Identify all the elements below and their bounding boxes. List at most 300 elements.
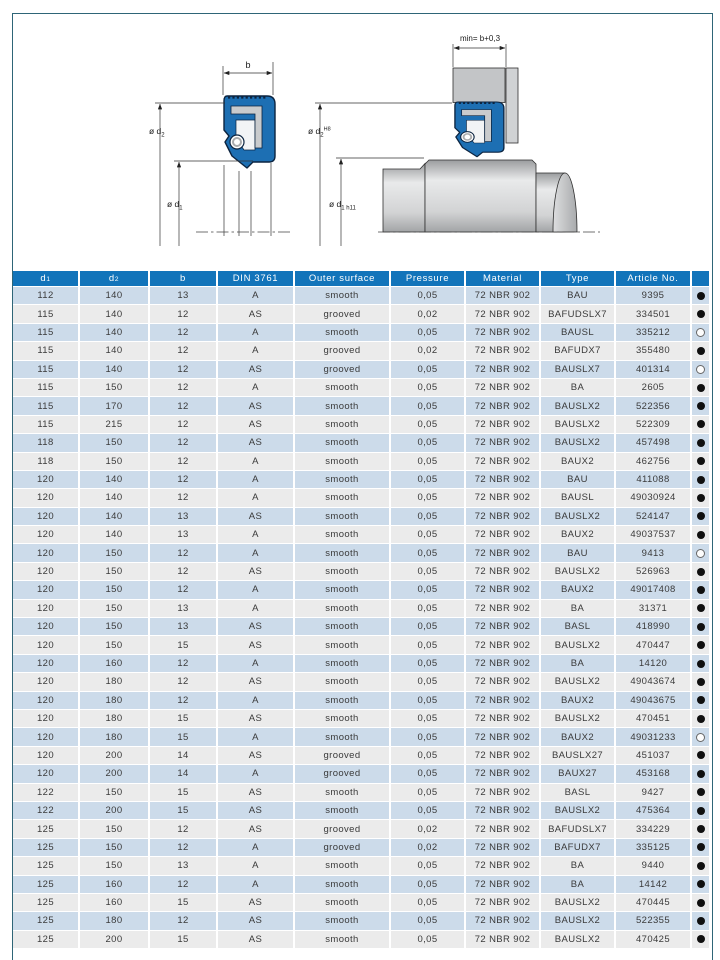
table-cell: AS (218, 710, 293, 727)
table-cell: 12 (150, 581, 216, 598)
inner-diameter-dimension-label: ø $d_1$ (167, 199, 183, 212)
table-cell: 120 (13, 563, 78, 580)
table-cell: 200 (80, 931, 148, 948)
table-cell: 0,05 (391, 802, 464, 819)
table-cell: 0,05 (391, 857, 464, 874)
column-header: Pressure (391, 271, 464, 286)
table-cell: 0,05 (391, 508, 464, 525)
table-cell: smooth (295, 581, 389, 598)
table-cell: 72 NBR 902 (466, 581, 539, 598)
table-cell: BAFUDSLX7 (541, 820, 614, 837)
table-cell: AS (218, 820, 293, 837)
table-cell: 0,05 (391, 397, 464, 414)
table-cell: 14 (150, 765, 216, 782)
table-cell: 180 (80, 728, 148, 745)
table-cell: 0,05 (391, 618, 464, 635)
table-cell: smooth (295, 397, 389, 414)
seal-cross-section (224, 96, 275, 168)
table-cell: 72 NBR 902 (466, 802, 539, 819)
stock-indicator-cell (692, 508, 709, 525)
table-cell: BAUX2 (541, 692, 614, 709)
table-cell: 120 (13, 692, 78, 709)
filled-circle-indicator (697, 641, 705, 649)
table-cell: 150 (80, 839, 148, 856)
table-cell: smooth (295, 692, 389, 709)
stock-indicator-cell (692, 379, 709, 396)
table-cell: 72 NBR 902 (466, 784, 539, 801)
shaft-main-section (425, 160, 536, 232)
outer-diameter-dimension-label: ø $d_2$ (149, 126, 165, 139)
table-cell: 120 (13, 544, 78, 561)
stock-indicator-cell (692, 710, 709, 727)
stock-indicator-cell (692, 894, 709, 911)
seal-cross-section-mounted (455, 102, 504, 157)
table-cell: smooth (295, 526, 389, 543)
table-cell: 125 (13, 820, 78, 837)
table-cell: 150 (80, 784, 148, 801)
column-header: Outer surface (295, 271, 389, 286)
table-cell: 0,05 (391, 636, 464, 653)
filled-circle-indicator (697, 623, 705, 631)
table-cell: 140 (80, 287, 148, 304)
stock-indicator-cell (692, 747, 709, 764)
table-cell: 9413 (616, 544, 690, 561)
table-cell: 115 (13, 342, 78, 359)
column-header: Material (466, 271, 539, 286)
stock-indicator-cell (692, 324, 709, 341)
table-cell: 72 NBR 902 (466, 563, 539, 580)
table-cell: A (218, 728, 293, 745)
table-cell: 457498 (616, 434, 690, 451)
table-cell: 0,05 (391, 673, 464, 690)
table-cell: 401314 (616, 361, 690, 378)
table-cell: 115 (13, 416, 78, 433)
stock-indicator-cell (692, 931, 709, 948)
table-cell: 0,02 (391, 820, 464, 837)
table-cell: grooved (295, 747, 389, 764)
filled-circle-indicator (697, 292, 705, 300)
table-cell: 72 NBR 902 (466, 728, 539, 745)
table-cell: 470447 (616, 636, 690, 653)
table-cell: 475364 (616, 802, 690, 819)
table-cell: 150 (80, 563, 148, 580)
table-cell: 118 (13, 434, 78, 451)
table-cell: 15 (150, 728, 216, 745)
table-cell: BA (541, 655, 614, 672)
table-cell: BAU (541, 287, 614, 304)
table-cell: smooth (295, 784, 389, 801)
table-cell: 335212 (616, 324, 690, 341)
table-cell: A (218, 526, 293, 543)
table-cell: 462756 (616, 453, 690, 470)
table-cell: 160 (80, 655, 148, 672)
table-cell: 0,05 (391, 876, 464, 893)
table-cell: 522309 (616, 416, 690, 433)
table-cell: smooth (295, 857, 389, 874)
table-cell: 12 (150, 563, 216, 580)
table-cell: 122 (13, 802, 78, 819)
table-cell: smooth (295, 379, 389, 396)
table-cell: BAUSLX2 (541, 636, 614, 653)
table-cell: 0,05 (391, 655, 464, 672)
table-cell: BAUX2 (541, 526, 614, 543)
table-cell: smooth (295, 416, 389, 433)
table-cell: 0,05 (391, 471, 464, 488)
table-cell: A (218, 600, 293, 617)
table-cell: 140 (80, 342, 148, 359)
table-cell: 200 (80, 765, 148, 782)
table-cell: 72 NBR 902 (466, 471, 539, 488)
table-cell: BA (541, 876, 614, 893)
table-cell: 72 NBR 902 (466, 361, 539, 378)
table-cell: 12 (150, 342, 216, 359)
table-cell: AS (218, 784, 293, 801)
table-cell: BAUSLX2 (541, 894, 614, 911)
table-cell: 470445 (616, 894, 690, 911)
table-cell: 49017408 (616, 581, 690, 598)
table-cell: AS (218, 894, 293, 911)
table-cell: 72 NBR 902 (466, 692, 539, 709)
table-cell: 12 (150, 434, 216, 451)
filled-circle-indicator (697, 586, 705, 594)
stock-indicator-cell (692, 416, 709, 433)
table-cell: 115 (13, 397, 78, 414)
stock-indicator-cell (692, 784, 709, 801)
table-cell: 72 NBR 902 (466, 526, 539, 543)
table-cell: 0,05 (391, 784, 464, 801)
table-cell: 140 (80, 489, 148, 506)
table-cell: grooved (295, 305, 389, 322)
table-cell: 31371 (616, 600, 690, 617)
stock-indicator-cell (692, 618, 709, 635)
table-cell: 15 (150, 710, 216, 727)
shaft-left-section (383, 164, 425, 233)
table-cell: 140 (80, 305, 148, 322)
table-cell: 15 (150, 636, 216, 653)
table-cell: 470451 (616, 710, 690, 727)
stock-indicator-cell (692, 342, 709, 359)
table-cell: 0,05 (391, 434, 464, 451)
table-cell: 150 (80, 636, 148, 653)
stock-indicator-cell (692, 655, 709, 672)
table-cell: AS (218, 434, 293, 451)
table-cell: AS (218, 563, 293, 580)
stock-indicator-cell (692, 287, 709, 304)
table-cell: 0,05 (391, 728, 464, 745)
table-cell: BA (541, 600, 614, 617)
table-cell: smooth (295, 912, 389, 929)
table-cell: smooth (295, 563, 389, 580)
table-cell: 72 NBR 902 (466, 544, 539, 561)
table-cell: 72 NBR 902 (466, 600, 539, 617)
table-cell: 12 (150, 324, 216, 341)
filled-circle-indicator (697, 678, 705, 686)
table-cell: 13 (150, 600, 216, 617)
table-cell: 72 NBR 902 (466, 324, 539, 341)
table-cell: BA (541, 857, 614, 874)
filled-circle-indicator (697, 476, 705, 484)
table-cell: grooved (295, 361, 389, 378)
table-cell: 0,05 (391, 931, 464, 948)
table-cell: 334501 (616, 305, 690, 322)
stock-indicator-cell (692, 673, 709, 690)
table-cell: 120 (13, 489, 78, 506)
table-cell: grooved (295, 765, 389, 782)
table-cell: 12 (150, 471, 216, 488)
table-cell: 0,05 (391, 526, 464, 543)
filled-circle-indicator (697, 751, 705, 759)
stock-indicator-cell (692, 453, 709, 470)
table-cell: smooth (295, 471, 389, 488)
filled-circle-indicator (697, 899, 705, 907)
column-header: Article No. (616, 271, 690, 286)
table-cell: 72 NBR 902 (466, 305, 539, 322)
table-cell: 125 (13, 876, 78, 893)
filled-circle-indicator (697, 402, 705, 410)
table-cell: BAUSLX2 (541, 563, 614, 580)
seal-section-diagram (149, 60, 292, 246)
table-cell: 215 (80, 416, 148, 433)
table-cell: 120 (13, 600, 78, 617)
table-cell: 72 NBR 902 (466, 931, 539, 948)
table-cell: 170 (80, 397, 148, 414)
stock-indicator-cell (692, 581, 709, 598)
stock-indicator-cell (692, 820, 709, 837)
table-cell: 0,05 (391, 563, 464, 580)
table-cell: 150 (80, 581, 148, 598)
table-cell: AS (218, 912, 293, 929)
table-cell: 125 (13, 894, 78, 911)
table-cell: A (218, 324, 293, 341)
table-cell: smooth (295, 728, 389, 745)
table-cell: 12 (150, 673, 216, 690)
table-cell: 112 (13, 287, 78, 304)
table-cell: 453168 (616, 765, 690, 782)
table-cell: A (218, 342, 293, 359)
stock-indicator-cell (692, 544, 709, 561)
stock-indicator-cell (692, 876, 709, 893)
table-cell: 115 (13, 361, 78, 378)
table-cell: 120 (13, 618, 78, 635)
table-cell: 150 (80, 820, 148, 837)
table-cell: 150 (80, 857, 148, 874)
table-cell: 72 NBR 902 (466, 618, 539, 635)
table-cell: 411088 (616, 471, 690, 488)
housing-wall (506, 68, 518, 143)
stock-indicator-cell (692, 636, 709, 653)
table-cell: 522355 (616, 912, 690, 929)
stock-indicator-cell (692, 839, 709, 856)
open-circle-indicator (696, 733, 705, 742)
table-cell: 72 NBR 902 (466, 820, 539, 837)
table-cell: 72 NBR 902 (466, 673, 539, 690)
table-cell: 12 (150, 379, 216, 396)
table-cell: 13 (150, 857, 216, 874)
table-cell: 12 (150, 361, 216, 378)
table-cell: BAUX2 (541, 728, 614, 745)
table-cell: smooth (295, 600, 389, 617)
filled-circle-indicator (697, 568, 705, 576)
table-cell: smooth (295, 489, 389, 506)
filled-circle-indicator (697, 825, 705, 833)
filled-circle-indicator (697, 770, 705, 778)
table-cell: AS (218, 618, 293, 635)
table-cell: 140 (80, 508, 148, 525)
column-header: d $_1$ (13, 271, 78, 286)
table-cell: 451037 (616, 747, 690, 764)
filled-circle-indicator (697, 384, 705, 392)
table-cell: BASL (541, 618, 614, 635)
filled-circle-indicator (697, 604, 705, 612)
table-cell: BAU (541, 544, 614, 561)
open-circle-indicator (696, 365, 705, 374)
table-cell: 120 (13, 471, 78, 488)
table-cell: 72 NBR 902 (466, 379, 539, 396)
table-cell: A (218, 453, 293, 470)
table-cell: 13 (150, 287, 216, 304)
filled-circle-indicator (697, 347, 705, 355)
table-cell: smooth (295, 802, 389, 819)
table-cell: 72 NBR 902 (466, 434, 539, 451)
column-header: d $_2$ (80, 271, 148, 286)
table-cell: 140 (80, 471, 148, 488)
table-cell: 13 (150, 526, 216, 543)
table-cell: 72 NBR 902 (466, 453, 539, 470)
table-cell: 0,05 (391, 710, 464, 727)
stock-indicator-cell (692, 563, 709, 580)
table-cell: 0,05 (391, 287, 464, 304)
table-cell: 125 (13, 931, 78, 948)
table-cell: 12 (150, 912, 216, 929)
table-cell: A (218, 544, 293, 561)
filled-circle-indicator (697, 807, 705, 815)
table-cell: BAFUDSLX7 (541, 305, 614, 322)
technical-drawings (0, 0, 720, 266)
table-cell: 118 (13, 453, 78, 470)
table-cell: 120 (13, 636, 78, 653)
table-cell: 0,02 (391, 305, 464, 322)
table-cell: smooth (295, 931, 389, 948)
table-cell: smooth (295, 710, 389, 727)
table-cell: 49031233 (616, 728, 690, 745)
table-cell: 12 (150, 655, 216, 672)
table-cell: 120 (13, 581, 78, 598)
table-cell: BA (541, 379, 614, 396)
table-cell: BAU (541, 471, 614, 488)
table-cell: 72 NBR 902 (466, 342, 539, 359)
table-cell: 72 NBR 902 (466, 636, 539, 653)
table-cell: smooth (295, 876, 389, 893)
table-cell: BAUSLX2 (541, 397, 614, 414)
table-cell: 12 (150, 839, 216, 856)
table-cell: A (218, 471, 293, 488)
stock-indicator-cell (692, 471, 709, 488)
stock-indicator-cell (692, 728, 709, 745)
table-cell: 12 (150, 544, 216, 561)
table-cell: A (218, 655, 293, 672)
table-cell: 13 (150, 508, 216, 525)
filled-circle-indicator (697, 715, 705, 723)
table-cell: AS (218, 802, 293, 819)
table-cell: 0,05 (391, 581, 464, 598)
filled-circle-indicator (697, 420, 705, 428)
table-cell: A (218, 876, 293, 893)
table-cell: 12 (150, 453, 216, 470)
table-cell: 125 (13, 857, 78, 874)
table-cell: 49043674 (616, 673, 690, 690)
table-cell: 150 (80, 600, 148, 617)
table-cell: BAFUDX7 (541, 342, 614, 359)
table-cell: 15 (150, 894, 216, 911)
table-cell: BAUSL (541, 324, 614, 341)
seal-catalog-table (13, 271, 709, 948)
filled-circle-indicator (697, 935, 705, 943)
stock-indicator-cell (692, 489, 709, 506)
table-cell: smooth (295, 453, 389, 470)
table-cell: 72 NBR 902 (466, 397, 539, 414)
table-cell: 72 NBR 902 (466, 857, 539, 874)
table-cell: 72 NBR 902 (466, 839, 539, 856)
table-cell: 0,05 (391, 544, 464, 561)
table-cell: 150 (80, 544, 148, 561)
table-cell: 150 (80, 618, 148, 635)
table-cell: 14142 (616, 876, 690, 893)
table-cell: 0,05 (391, 692, 464, 709)
filled-circle-indicator (697, 457, 705, 465)
table-cell: 418990 (616, 618, 690, 635)
table-cell: 72 NBR 902 (466, 747, 539, 764)
filled-circle-indicator (697, 843, 705, 851)
filled-circle-indicator (697, 512, 705, 520)
table-cell: 12 (150, 876, 216, 893)
table-cell: 200 (80, 747, 148, 764)
table-cell: 115 (13, 305, 78, 322)
table-cell: 140 (80, 324, 148, 341)
table-cell: 12 (150, 692, 216, 709)
table-cell: 2605 (616, 379, 690, 396)
table-cell: 9440 (616, 857, 690, 874)
table-cell: BAUSLX2 (541, 802, 614, 819)
shaft-diameter-dimension-label: ø $d_{1 h11}$ (329, 199, 356, 212)
table-cell: 0,05 (391, 489, 464, 506)
table-cell: A (218, 287, 293, 304)
table-cell: A (218, 765, 293, 782)
filled-circle-indicator (697, 880, 705, 888)
table-cell: 334229 (616, 820, 690, 837)
table-cell: 125 (13, 912, 78, 929)
open-circle-indicator (696, 328, 705, 337)
table-cell: smooth (295, 544, 389, 561)
table-cell: AS (218, 508, 293, 525)
table-cell: 72 NBR 902 (466, 765, 539, 782)
table-cell: 355480 (616, 342, 690, 359)
filled-circle-indicator (697, 862, 705, 870)
table-cell: A (218, 379, 293, 396)
table-cell: 9395 (616, 287, 690, 304)
table-cell: AS (218, 673, 293, 690)
table-cell: 72 NBR 902 (466, 287, 539, 304)
table-cell: 0,05 (391, 361, 464, 378)
table-cell: BAUSLX27 (541, 747, 614, 764)
table-cell: BAUSLX2 (541, 931, 614, 948)
table-cell: 120 (13, 747, 78, 764)
table-cell: 72 NBR 902 (466, 416, 539, 433)
width-dimension-label: b (245, 60, 251, 70)
table-cell: A (218, 581, 293, 598)
min-width-dimension-label: min= b+0,3 (459, 34, 501, 43)
table-cell: 180 (80, 692, 148, 709)
table-cell: 470425 (616, 931, 690, 948)
